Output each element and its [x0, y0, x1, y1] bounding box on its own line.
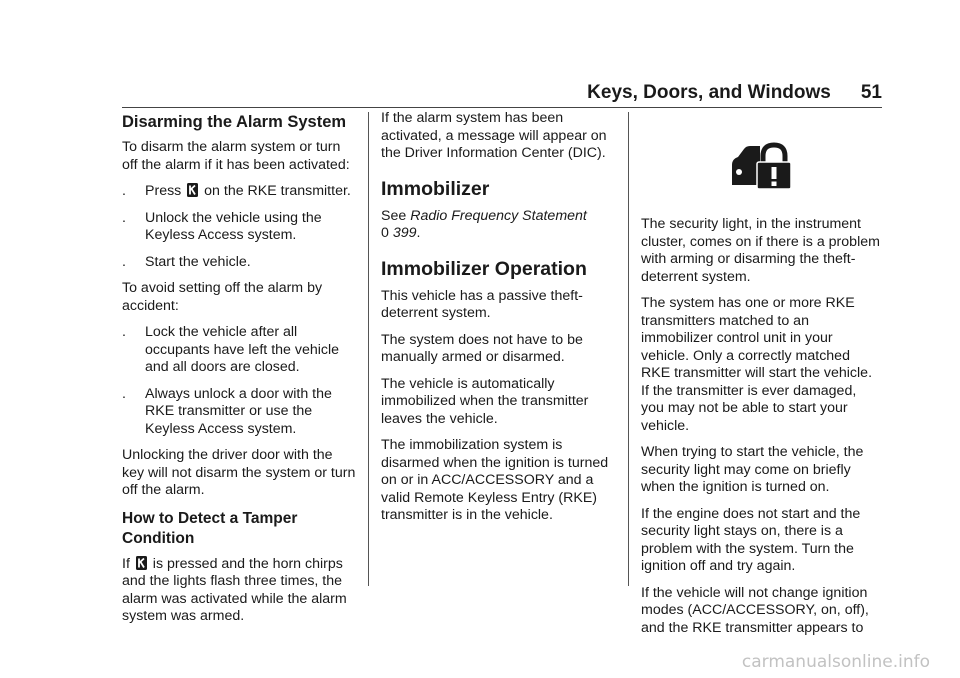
paragraph: The vehicle is automatically immobilized when the transmitter leaves the vehicle. — [381, 375, 589, 427]
immobilizer-operation-heading: Immobilizer Operation — [381, 257, 587, 280]
list-item: . Start the vehicle. — [122, 253, 251, 270]
paragraph: If the engine does not start and the security light stays on, there is a problem with the system. Turn the ignition off and try again. — [641, 505, 861, 574]
avoid-intro: To avoid setting off the alarm by accident: — [122, 280, 323, 314]
paragraph: The immobilization system is disarmed when the ignition is turned on or in ACC/ACCESSORY and a valid Remote Keyless Entry (RKE) transmitter is in the vehicle. — [381, 437, 609, 523]
paragraph: If the vehicle will not change ignition modes (ACC/ACCESSORY, on, off), and the RKE transmitter appears to — [641, 584, 869, 636]
column-1 — [122, 110, 357, 635]
alarm-message-paragraph: If the alarm system has been activated, a message will appear on the Driver Information Center (DIC). — [381, 110, 607, 161]
page-number: 51 — [860, 82, 882, 103]
page-ref-symbol: 0 — [381, 225, 389, 241]
list-item: . Lock the vehicle after all occupants have left the vehicle and all doors are closed. — [122, 324, 340, 375]
list-item: . Unlock the vehicle using the Keyless Access system. — [122, 209, 322, 243]
column-divider-1 — [368, 112, 369, 586]
section-title: Keys, Doors, and Windows — [587, 82, 831, 103]
paragraph: The security light, in the instrument cluster, comes on if there is a problem with arming or disarming the theft-deterrent system. — [641, 216, 880, 285]
tamper-paragraph: If is pressed and the horn chirps and the lights flash three times, the alarm was activated while the alarm system was armed. — [122, 555, 347, 624]
security-light-figure — [641, 116, 881, 216]
column-3 — [641, 110, 881, 646]
disarming-heading: Disarming the Alarm System — [122, 113, 347, 131]
tamper-heading: How to Detect a Tamper Condition — [122, 509, 298, 547]
paragraph: When trying to start the vehicle, the security light may come on briefly when the ignition is turned on. — [641, 444, 864, 495]
page-ref-link[interactable]: 399 — [392, 225, 417, 241]
column-divider-2 — [628, 112, 629, 586]
immobilizer-heading: Immobilizer — [381, 177, 490, 200]
unlock-key-icon — [187, 183, 198, 197]
paragraph: The system has one or more RKE transmitters matched to an immobilizer control unit in your vehicle. Only a correctly matched RKE transmitter will start the vehicle. If the transmitter is ever damaged, you may not be able to start your vehicle. — [641, 295, 873, 434]
see-reference: See Radio Frequency Statement 0 399. — [381, 207, 587, 241]
disarm-intro: To disarm the alarm system or turn off the alarm if it has been activated: — [122, 139, 350, 173]
paragraph: The system does not have to be manually armed or disarmed. — [381, 331, 583, 365]
header-rule — [122, 107, 882, 108]
list-item: . Always unlock a door with the RKE transmitter or use the Keyless Access system. — [122, 385, 332, 437]
list-item: . Press on the RKE transmitter. — [122, 183, 351, 199]
page-header — [587, 82, 882, 104]
unlocking-note: Unlocking the driver door with the key will not disarm the system or turn off the alarm. — [122, 447, 356, 498]
watermark: carmanualsonline.info — [741, 652, 930, 672]
paragraph: This vehicle has a passive theft-deterrent system. — [381, 287, 583, 321]
unlock-key-icon — [136, 556, 147, 570]
column-2 — [381, 110, 621, 534]
security-light-icon — [730, 141, 792, 191]
reference-link[interactable]: Radio Frequency Statement — [410, 207, 587, 224]
